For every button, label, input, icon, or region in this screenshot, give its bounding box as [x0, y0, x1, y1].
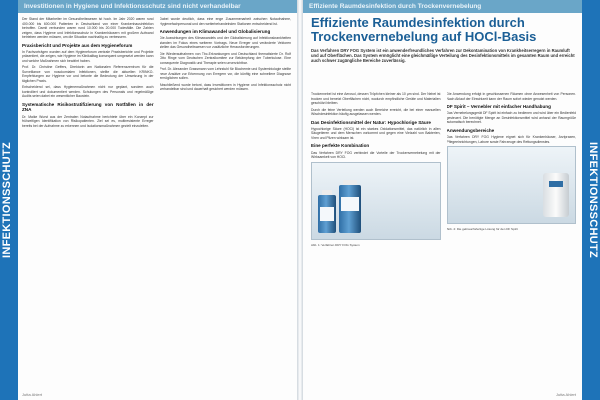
right-column-2-text — [447, 92, 577, 144]
product-photo-left — [311, 162, 441, 240]
section-heading: Systematische Risikostratifizierung von Notfällen in der ZNA — [22, 101, 154, 113]
body-paragraph: Entscheidend sei, dass Hygienemaßnahmen nicht nur geplant, sondern auch kontrolliert und dokumentiert werden. Schulungen des Personals und regelmäßige Audits seien dabei ein wesentlicher Baustein. — [22, 85, 154, 99]
side-tab-left — [0, 0, 18, 400]
right-page-footer: Jutta Ahlert — [555, 392, 576, 397]
left-column-2 — [160, 17, 292, 386]
body-paragraph: Dr. Maike Wurst aus der Zentralen Notaufnahme berichtete über ein Konzept zur frühzeitigen Identifikation von Risikopatienten. Ziel sei es, multiresistente Erreger bereits bei der Aufnahme zu erkennen und Isolationsmaßnahmen gezielt einzuleiten. — [22, 114, 154, 128]
body-paragraph: Das Vernebelungsgerät DF Spirit ist einfach zu bedienen und wird über ein Bedienfeld gesteuert. Die benötigte Menge an Desinfektionsmittel wird anhand der Raumgröße automatisch berechnet. — [446, 111, 576, 125]
side-label-left: INFEKTIONSSCHUTZ — [1, 141, 13, 259]
right-page-columns — [311, 92, 576, 386]
body-paragraph: Die Anwendung erfolgt in geschlossenen Räumen ohne Anwesenheit von Personen. Nach Ablauf der Einwirkzeit kann der Raum sofort wieder genutzt werden. — [446, 92, 576, 101]
right-page-header: Effiziente Raumdesinfektion durch Trockenvernebelung — [303, 0, 600, 13]
right-column-2 — [447, 92, 577, 386]
photo-caption-right: Abb. 2: Die gebrauchsfertige Lösung für den DF Spirit — [446, 227, 518, 232]
section-heading: Eine perfekte Kombination — [311, 143, 370, 149]
left-page — [0, 0, 297, 400]
section-heading: Anwendungsbereiche — [446, 127, 495, 133]
body-paragraph: In Fachvorträgen wurden auf dem Hygieneforum zentrale Praxisberichte und Projekte präsentiert, die zeigen, wie Hygiene im Klinikalltag konsequent umgesetzt werden kann und welche Maßnahmen sich bewährt haben. — [22, 49, 154, 63]
section-heading: Das Desinfektionsmittel der Natur: Hypochlorige Säure — [311, 119, 431, 125]
side-label-right: INFEKTIONSSCHUTZ — [587, 141, 599, 259]
right-column-1 — [311, 92, 441, 386]
body-paragraph: Dabei wurde deutlich, dass eine enge Zusammenarbeit zwischen Notaufnahme, Hygienefachpersonal und den weiterbehandelnden Stationen entscheidend ist. — [159, 17, 291, 26]
canister-icon — [318, 195, 336, 233]
side-tab-right — [582, 0, 600, 400]
left-page-header: Investitionen in Hygiene und Infektionsschutz sind nicht verhandelbar — [0, 0, 297, 13]
section-heading: Anwendungen im Klimawandel und Globalisierung — [159, 29, 271, 34]
body-paragraph: Der Stand der Mitarbeiter im Gesundheitswesen ist hoch. Im Jahr 2020 waren rund 400.000 bis 600.000 Patienten in Deutschland von einer Krankenhausinfektion betroffen. Damit verbunden waren rund 10.000 bis 20.000 Todesfälle. Die Zahlen zeigen, dass Hygiene und Infektionsschutz in Krankenhäusern mit großem Aufwand betrieben werden müssen, um die Situation nachhaltig zu verbessern. — [22, 17, 154, 39]
section-heading: DF Spirit – Vernebler mit einfacher Handhabung — [446, 104, 551, 109]
left-page-columns — [22, 17, 291, 386]
body-paragraph: Abschließend wurde betont, dass Investitionen in Hygiene und Infektionsschutz nicht verhandelbar sind und dauerhaft gesichert werden müssen. — [159, 82, 291, 92]
article-headline: Effiziente Raumdesinfektion durch Trockenvernebelung auf HOCl-Basis — [311, 15, 537, 44]
body-paragraph: Trockennebel ist eine Aerosol, dessen Tröpfchen kleiner als 10 µm sind. Der Nebel ist trocken und benetzt Oberflächen nicht, wodurch empfindliche Geräte und Materialien geschützt bleiben. — [311, 92, 441, 105]
body-paragraph: Durch die feine Verteilung werden auch Bereiche erreicht, die bei einer manuellen Wischdesinfektion häufig ausgelassen werden. — [311, 107, 441, 116]
section-heading: Praxisbericht und Projekte aus dem Hygieneforum — [22, 42, 133, 48]
right-column-1-text — [311, 92, 441, 160]
photo-caption-left: Abb. 1: Verfahren DRY FOG System — [311, 242, 360, 247]
body-paragraph: Die Auswirkungen des Klimawandels und der Globalisierung auf Infektionskrankheiten standen im Fokus eines weiteren Vortrags. Neue Erreger und veränderte Vektoren stellen das Gesundheitswesen vor zusätzliche Herausforderungen. — [159, 36, 291, 50]
body-paragraph: Das Verfahren DRY FOG Hygiene eignet sich für Krankenhäuser, Arztpraxen, Pflegeeinrichtungen, Labore sowie Fahrzeuge des Rettungsdienstes. — [446, 135, 576, 144]
product-photo-right — [447, 146, 577, 224]
article-lead: Das Verfahren DRY FOG System ist ein anwenderfreundliches Verfahren zur Dekontamination von Krankheitserregern in Raumluft und auf Oberflächen. Das System ermöglicht eine gleichmäßige Verteilung des Desinfektionsmittels im gesamten Raum und erreicht auch schwer zugängliche Bereiche zuverlässig. — [311, 48, 575, 64]
left-column-1 — [22, 17, 154, 386]
canister-icon — [339, 185, 361, 233]
body-paragraph: Die Wiederaufnahmen von Tbc-Erkrankungen und Deutschland thematisierte Dr. Rolf Otto Ringe vom Deutschen Zentralkomitee zur Bekämpfung der Tuberkulose. Eine konsequente Diagnostik und Therapie seien unverzichtbar. — [159, 51, 291, 65]
body-paragraph: Hypochlorige Säure (HOCl) ist ein starkes Oxidationsmittel, das natürlich in allen Säugetieren und dem Menschen vorkommt und gegen eine Vielzahl von Bakterien, Viren und Pilzen wirksam ist. — [311, 126, 441, 140]
right-page — [303, 0, 600, 400]
body-paragraph: Prof. Dr. Christine Geffers, Direktorin am Nationalen Referenzzentrum für die Surveillance von nosokomialen Infektionen, stellte die aktuellen KRINKO-Empfehlungen zur Hygiene vor und betonte die Bedeutung der Umsetzung in der täglichen Praxis. — [22, 65, 154, 83]
fogging-device-icon — [543, 173, 569, 217]
body-paragraph: Das Verfahren DRY FOG verbindet die Vorteile der Trockenvernebelung mit der Wirksamkeit von HOCl. — [311, 150, 441, 160]
body-paragraph: Prof. Dr. Alexander Grassmann vom Lehrstuhl für Biochemie und Systembiologie stellte neue Ansätze zur Erkennung von Erregern vor, die künftig eine schnellere Diagnose ermöglichen sollen. — [159, 67, 291, 81]
left-page-footer: Jutta Ahlert — [22, 392, 43, 397]
